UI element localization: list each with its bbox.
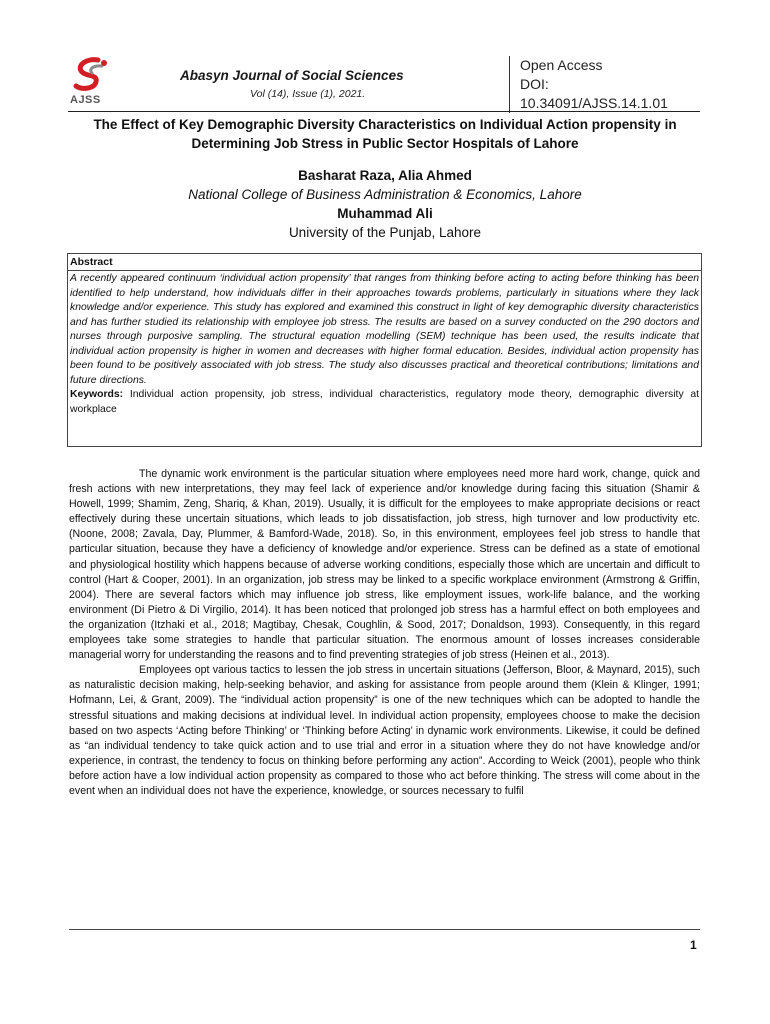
keywords xyxy=(68,388,701,417)
paper-title: The Effect of Key Demographic Diversity Characteristics on Individual Action propensity in Determining Job Stress in Public Sector Hospitals of Lahore xyxy=(93,117,677,151)
author-names-1: Basharat Raza, Alia Ahmed xyxy=(298,168,472,183)
doi-value[interactable]: 10.34091/AJSS.14.1.01 xyxy=(520,95,668,111)
author-names-2: Muhammad Ali xyxy=(337,206,433,221)
abstract-heading: Abstract xyxy=(68,254,701,271)
journal-info xyxy=(180,68,450,100)
journal-volume-issue: Vol (14), Issue (1), 2021. xyxy=(250,88,366,100)
body-text xyxy=(69,467,700,799)
body-paragraph-1: The dynamic work environment is the particular situation where employees need more hard work, change, quick and fresh actions with new interpretations, they may feel lack of experience and/or knowledge during facing this situation (Shamir & Howell, 1999; Shamim, Zeng, Shariq, & Khan, 2019). Usually, it is difficult for the employees to make appropriate decisions or react effectively during these uncertain situations, which leads to job dissatisfaction, job stress, high turnover and low productivity etc. (Noone, 2008; Zavala, Day, Plummer, & Bamford-Wade, 2018). So, in this environment, employees feel job stress to handle that particular situation, because they have a deficiency of knowledge and/or experience. Stress can be defined as a state of emotional and physiological hostility which happens because of adverse working conditions, especially those which are uncertain and difficult to control (Hart & Cooper, 2001). In an organization, job stress may be linked to a specific workplace environment (Armstrong & Griffin, 2004). There are several factors which may influence job stress, like employment issues, work-life balance, and the working environment (Di Pietro & Di Virgilio, 2014). It has been noticed that prolonged job stress has a harmful effect on both employees and the organization (Itzhaki et al., 2018; Magtibay, Chesak, Coughlin, & Sood, 2017; Donaldson, 1993). Consequently, in this regard employees take some strategies to handle that particular situation. The enormous amount of losses increases considerable managerial worry for understanding the reasons and to find preventing strategies of job stress (Heinen et al., 2013). xyxy=(69,468,700,662)
keywords-label: Keywords: xyxy=(70,389,124,400)
header-divider xyxy=(68,111,700,112)
author-affiliation-1: National College of Business Administration & Economics, Lahore xyxy=(188,187,582,202)
page-number: 1 xyxy=(690,938,697,952)
abstract-box xyxy=(67,253,702,447)
keywords-text: Individual action propensity, job stress, individual characteristics, regulatory mode theory, demographic diversity at workplace xyxy=(70,389,700,415)
journal-name: Abasyn Journal of Social Sciences xyxy=(180,68,404,83)
doi-label: DOI: xyxy=(520,76,549,92)
logo-text: AJSS xyxy=(70,94,101,106)
footer-divider xyxy=(69,929,700,930)
abstract-text: A recently appeared continuum ‘individual action propensity’ that ranges from thinking before acting to acting before thinking has been identified to help understand, how individuals differ in their approaches towards problems, particularly in situations where they lack knowledge and/or experience. This study has explored and examined this construct in light of key demographic diversity characteristics and has further studied its relationship with employee job stress. The results are based on a survey conducted on the 290 doctors and nurses through purposive sampling. The structural equation modelling (SEM) technique has been used, the results indicate that individual action propensity is higher in women and decreases with higher formal education. Besides, individual action propensity has been found to be positively associated with job stress. The study also discusses practical and theoretical contributions; limitations and future directions. xyxy=(70,273,699,386)
journal-logo xyxy=(68,56,120,112)
author-affiliation-2: University of the Punjab, Lahore xyxy=(288,225,482,240)
ajss-logo-icon xyxy=(68,56,114,96)
open-access-doi-block xyxy=(509,56,715,113)
open-access-label: Open Access xyxy=(520,57,603,73)
author-block xyxy=(70,166,700,242)
journal-header xyxy=(68,56,704,112)
body-paragraph-2: Employees opt various tactics to lessen the job stress in uncertain situations (Jefferson, Bloor, & Maynard, 2015), such as naturalistic decision making, help-seeking behavior, and asking for assistance from people around them (Klein & Klinger, 1991; Hofmann, Lei, & Grant, 2009). The “individual action propensity” is one of the new techniques which can be adopted to handle the stressful situations and making decisions at individual level. In individual action propensity, employees choose to make the decision based on two aspects ‘Acting before Thinking’ or ‘Thinking before Acting’ in dynamic work environments. Likewise, it could be defined as “an individual tendency to take quick action and to use trial and error in a situation where they do not have knowledge and/or experience, in contrast, the tendency to focus on thinking before performing any action”. According to Weick (2001), people who think before action have a low individual action propensity as compared to those who act before thinking. The stress will come about in the event when an individual does not have the experience, knowledge, or sources necessary to fulfil xyxy=(69,664,700,797)
